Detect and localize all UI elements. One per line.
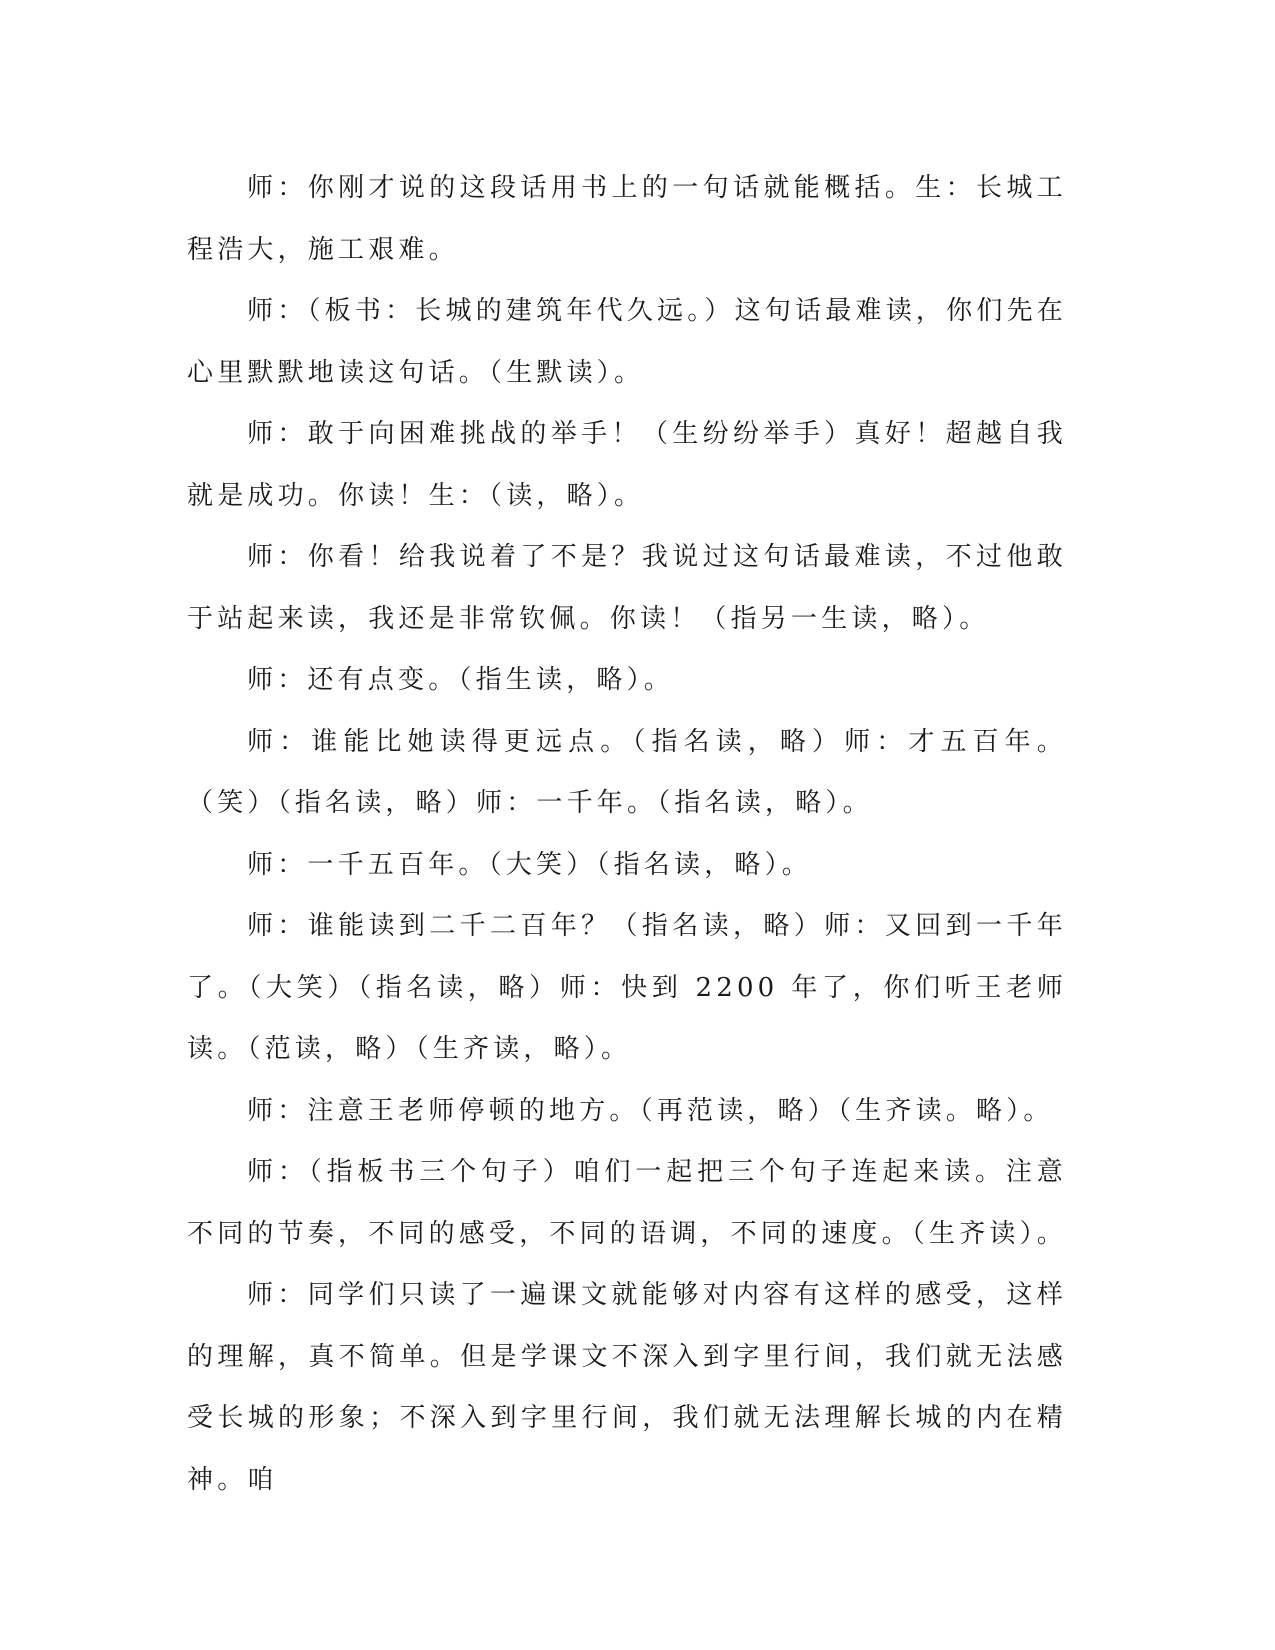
paragraph: 师：（指板书三个句子）咱们一起把三个句子连起来读。注意不同的节奏，不同的感受，不同的语调，不同的速度。（生齐读）。 (187, 1157, 1068, 1249)
paragraph: 师：还有点变。（指生读，略）。 (247, 665, 675, 695)
paragraph: 师：敢于向困难挑战的举手！（生纷纷举手）真好！超越自我就是成功。你读！生：（读，略）。 (187, 419, 1067, 511)
paragraph: 师：注意王老师停顿的地方。（再范读，略）（生齐读。略）。 (247, 1095, 1054, 1126)
paragraph: 师：你刚才说的这段话用书上的一句话就能概括。生：长城工程浩大，施工艰难。 (187, 173, 1067, 265)
paragraph: 师：谁能读到二千二百年？（指名读，略）师：又回到一千年了。（大笑）（指名读，略）师：快到 2200 年了，你们听王老师读。（范读，略）（生齐读，略）。 (187, 911, 1067, 1064)
paragraph: 师：（板书：长城的建筑年代久远。）这句话最难读，你们先在心里默默地读这句话。（生默读）。 (187, 296, 1067, 388)
paragraph: 师：一千五百年。（大笑）（指名读，略）。 (247, 849, 813, 880)
paragraph: 师：同学们只读了一遍课文就能够对内容有这样的感受，这样的理解，真不简单。但是学课文不深入到字里行间，我们就无法感受长城的形象；不深入到字里行间，我们就无法理解长城的内在精神。咱 (187, 1280, 1067, 1495)
paragraph: 师：你看！给我说着了不是？我说过这句话最难读，不过他敢于站起来读，我还是非常钦佩。你读！（指另一生读，略）。 (187, 542, 1067, 634)
paragraph: 师：谁能比她读得更远点。（指名读，略）师：才五百年。（笑）（指名读，略）师：一千年。（指名读，略）。 (187, 726, 1067, 818)
document-body (187, 158, 1067, 1511)
